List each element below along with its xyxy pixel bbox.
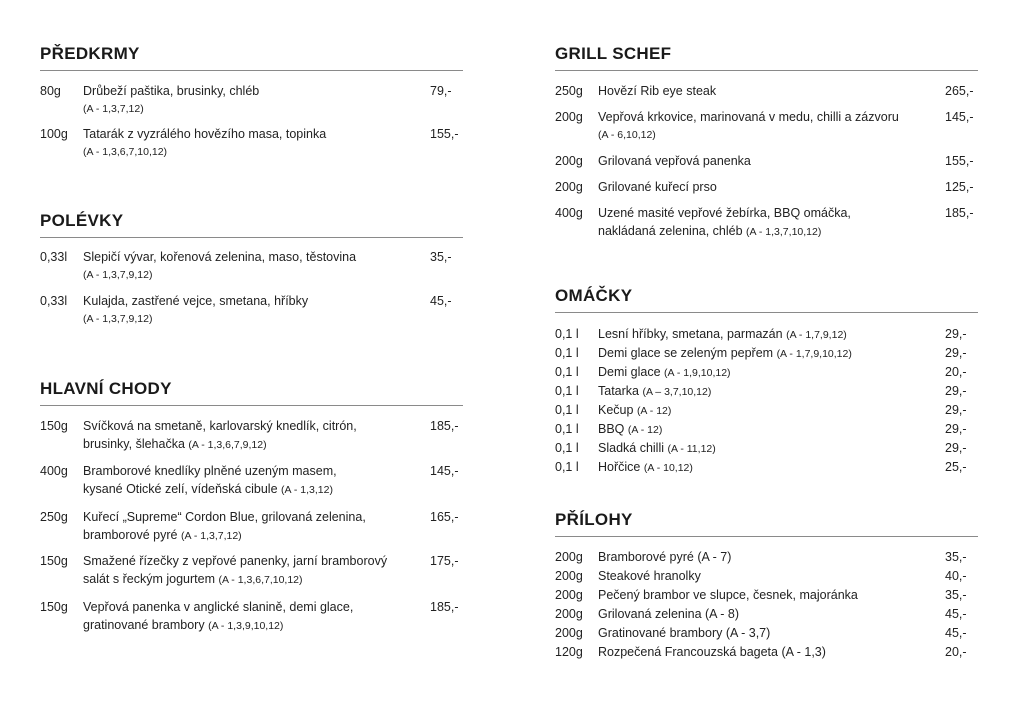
item-price: 29,-: [945, 441, 967, 455]
item-name: Sladká chilli: [598, 441, 665, 455]
item-allergens: (A - 1,3,7,10,12): [746, 226, 822, 238]
item-name-line1: Uzené masité vepřové žebírka, BBQ omáčka,: [598, 206, 851, 220]
item-quantity: 0,1 l: [555, 327, 579, 341]
item-name-line2: bramborové pyré: [83, 528, 178, 542]
item-allergens: (A - 12): [636, 405, 672, 417]
section-title: HLAVNÍ CHODY: [40, 379, 172, 398]
item-quantity: 0,1 l: [555, 346, 579, 360]
section-divider: [555, 536, 978, 537]
item-price: 145,-: [945, 110, 974, 124]
item-price: 29,-: [945, 346, 967, 360]
item-allergens: (A – 3,7,10,12): [642, 386, 712, 398]
item-allergens: (A - 1,3,12): [281, 484, 333, 496]
item-quantity: 0,33l: [40, 294, 68, 308]
item-quantity: 80g: [40, 84, 61, 98]
item-quantity: 0,33l: [40, 250, 68, 264]
item-name: Grilované kuřecí prso: [598, 180, 717, 194]
item-description: [83, 417, 418, 454]
item-quantity: 0,1 l: [555, 403, 579, 417]
item-price: 29,-: [945, 422, 967, 436]
item-quantity: 150g: [40, 554, 68, 568]
item-description: [598, 363, 933, 382]
item-allergens: (A - 12): [627, 424, 663, 436]
item-allergens: (A - 1,3,7,9,12): [83, 313, 153, 325]
item-price: 20,-: [945, 365, 967, 379]
item-price: 29,-: [945, 403, 967, 417]
section-title: POLÉVKY: [40, 211, 124, 230]
item-name: Lesní hříbky, smetana, parmazán: [598, 327, 783, 341]
section-divider: [555, 70, 978, 71]
item-allergens: (A - 1,3,7,12): [83, 103, 144, 115]
section-title: PŘEDKRMY: [40, 44, 140, 63]
item-name-line2: salát s řeckým jogurtem: [83, 572, 215, 586]
item-allergens: (A - 1,3,6,7,10,12): [218, 574, 303, 586]
item-price: 79,-: [430, 84, 452, 98]
section-divider: [40, 237, 463, 238]
item-description: [83, 552, 418, 589]
item-price: 185,-: [430, 419, 459, 433]
item-quantity: 100g: [40, 127, 68, 141]
item-quantity: 200g: [555, 550, 583, 564]
item-name: Steakové hranolky: [598, 569, 701, 583]
item-quantity: 0,1 l: [555, 384, 579, 398]
item-name: Bramborové pyré (A - 7): [598, 550, 732, 564]
item-name: Rozpečená Francouzská bageta (A - 1,3): [598, 645, 826, 659]
item-quantity: 400g: [555, 206, 583, 220]
item-name-line1: Svíčková na smetaně, karlovarský knedlík, citrón,: [83, 419, 357, 433]
item-name: Tatarka: [598, 384, 643, 398]
item-price: 175,-: [430, 554, 459, 568]
item-quantity: 250g: [40, 510, 68, 524]
item-price: 125,-: [945, 180, 974, 194]
item-price: 40,-: [945, 569, 967, 583]
item-description: [598, 458, 933, 477]
item-quantity: 400g: [40, 464, 68, 478]
item-allergens: (A - 1,7,9,12): [786, 329, 847, 341]
item-price: 185,-: [945, 206, 974, 220]
item-name-line1: Vepřová panenka v anglické slanině, demi glace,: [83, 600, 354, 614]
item-quantity: 200g: [555, 154, 583, 168]
item-quantity: 200g: [555, 569, 583, 583]
section-title: GRILL SCHEF: [555, 44, 672, 63]
item-price: 29,-: [945, 327, 967, 341]
section-title: PŘÍLOHY: [555, 510, 633, 529]
item-quantity: 200g: [555, 607, 583, 621]
item-description: [83, 292, 418, 328]
item-allergens: (A - 10,12): [643, 462, 693, 474]
item-price: 145,-: [430, 464, 459, 478]
item-name: Grilovaná zelenina (A - 8): [598, 607, 740, 621]
item-name-line1: Kuřecí „Supreme“ Cordon Blue, grilovaná zelenina,: [83, 510, 366, 524]
item-name: Kečup: [598, 403, 634, 417]
item-quantity: 200g: [555, 110, 583, 124]
item-description: [83, 508, 418, 545]
item-description: [598, 344, 933, 363]
item-name: Vepřová krkovice, marinovaná v medu, chilli a zázvoru: [598, 110, 899, 124]
section-title: OMÁČKY: [555, 286, 633, 305]
item-description: [83, 82, 418, 118]
item-quantity: 250g: [555, 84, 583, 98]
item-price: 155,-: [945, 154, 974, 168]
item-quantity: 0,1 l: [555, 422, 579, 436]
item-name-line2: gratinované brambory: [83, 618, 205, 632]
item-allergens: (A - 1,3,6,7,10,12): [83, 146, 168, 158]
item-name: Drůbeží paštika, brusinky, chléb: [83, 84, 260, 98]
item-quantity: 150g: [40, 419, 68, 433]
item-name-line2: nakládaná zelenina, chléb: [598, 224, 743, 238]
item-quantity: 0,1 l: [555, 441, 579, 455]
item-price: 165,-: [430, 510, 459, 524]
item-name: Hovězí Rib eye steak: [598, 84, 717, 98]
item-description: [598, 204, 933, 241]
item-allergens: (A - 1,3,7,12): [180, 530, 242, 542]
item-name: Tatarák z vyzrálého hovězího masa, topinka: [83, 127, 327, 141]
item-price: 155,-: [430, 127, 459, 141]
item-allergens: (A - 1,3,7,9,12): [83, 269, 153, 281]
item-description: [598, 420, 933, 439]
item-description: [83, 248, 418, 284]
item-name: Kulajda, zastřené vejce, smetana, hříbky: [83, 294, 309, 308]
item-price: 29,-: [945, 384, 967, 398]
item-price: 20,-: [945, 645, 967, 659]
item-name-line2: brusinky, šlehačka: [83, 437, 185, 451]
section-divider: [40, 405, 463, 406]
item-name: Demi glace se zeleným pepřem: [598, 346, 774, 360]
item-quantity: 150g: [40, 600, 68, 614]
item-price: 35,-: [430, 250, 452, 264]
item-allergens: (A - 1,9,10,12): [664, 367, 731, 379]
item-price: 35,-: [945, 550, 967, 564]
item-allergens: (A - 1,7,9,10,12): [776, 348, 852, 360]
item-price: 25,-: [945, 460, 967, 474]
item-allergens: (A - 1,3,9,10,12): [208, 620, 284, 632]
item-description: [83, 462, 418, 499]
item-name: Demi glace: [598, 365, 661, 379]
item-description: [83, 598, 418, 635]
item-name: Hořčice: [598, 460, 641, 474]
item-description: [598, 325, 933, 344]
item-description: [598, 401, 933, 420]
item-quantity: 120g: [555, 645, 583, 659]
section-divider: [555, 312, 978, 313]
item-quantity: 0,1 l: [555, 460, 579, 474]
item-price: 45,-: [945, 607, 967, 621]
item-description: [598, 382, 933, 401]
item-name-line2: kysané Otické zelí, vídeňská cibule: [83, 482, 278, 496]
item-price: 185,-: [430, 600, 459, 614]
item-name: BBQ: [598, 422, 625, 436]
item-quantity: 200g: [555, 180, 583, 194]
item-name: Grilovaná vepřová panenka: [598, 154, 751, 168]
item-quantity: 200g: [555, 626, 583, 640]
item-name: Gratinované brambory (A - 3,7): [598, 626, 771, 640]
item-name-line1: Smažené řízečky z vepřové panenky, jarní bramborový: [83, 554, 388, 568]
section-divider: [40, 70, 463, 71]
item-price: 45,-: [945, 626, 967, 640]
item-price: 35,-: [945, 588, 967, 602]
item-name-line1: Bramborové knedlíky plněné uzeným masem,: [83, 464, 337, 478]
item-name: Slepičí vývar, kořenová zelenina, maso, těstovina: [83, 250, 357, 264]
item-allergens: (A - 11,12): [667, 443, 716, 455]
item-price: 265,-: [945, 84, 974, 98]
item-description: [598, 108, 933, 144]
item-quantity: 0,1 l: [555, 365, 579, 379]
item-description: [598, 439, 933, 458]
item-allergens: (A - 1,3,6,7,9,12): [188, 439, 267, 451]
item-allergens: (A - 6,10,12): [598, 129, 656, 141]
item-description: [83, 125, 418, 161]
item-name: Pečený brambor ve slupce, česnek, majoránka: [598, 588, 858, 602]
item-price: 45,-: [430, 294, 452, 308]
item-quantity: 200g: [555, 588, 583, 602]
